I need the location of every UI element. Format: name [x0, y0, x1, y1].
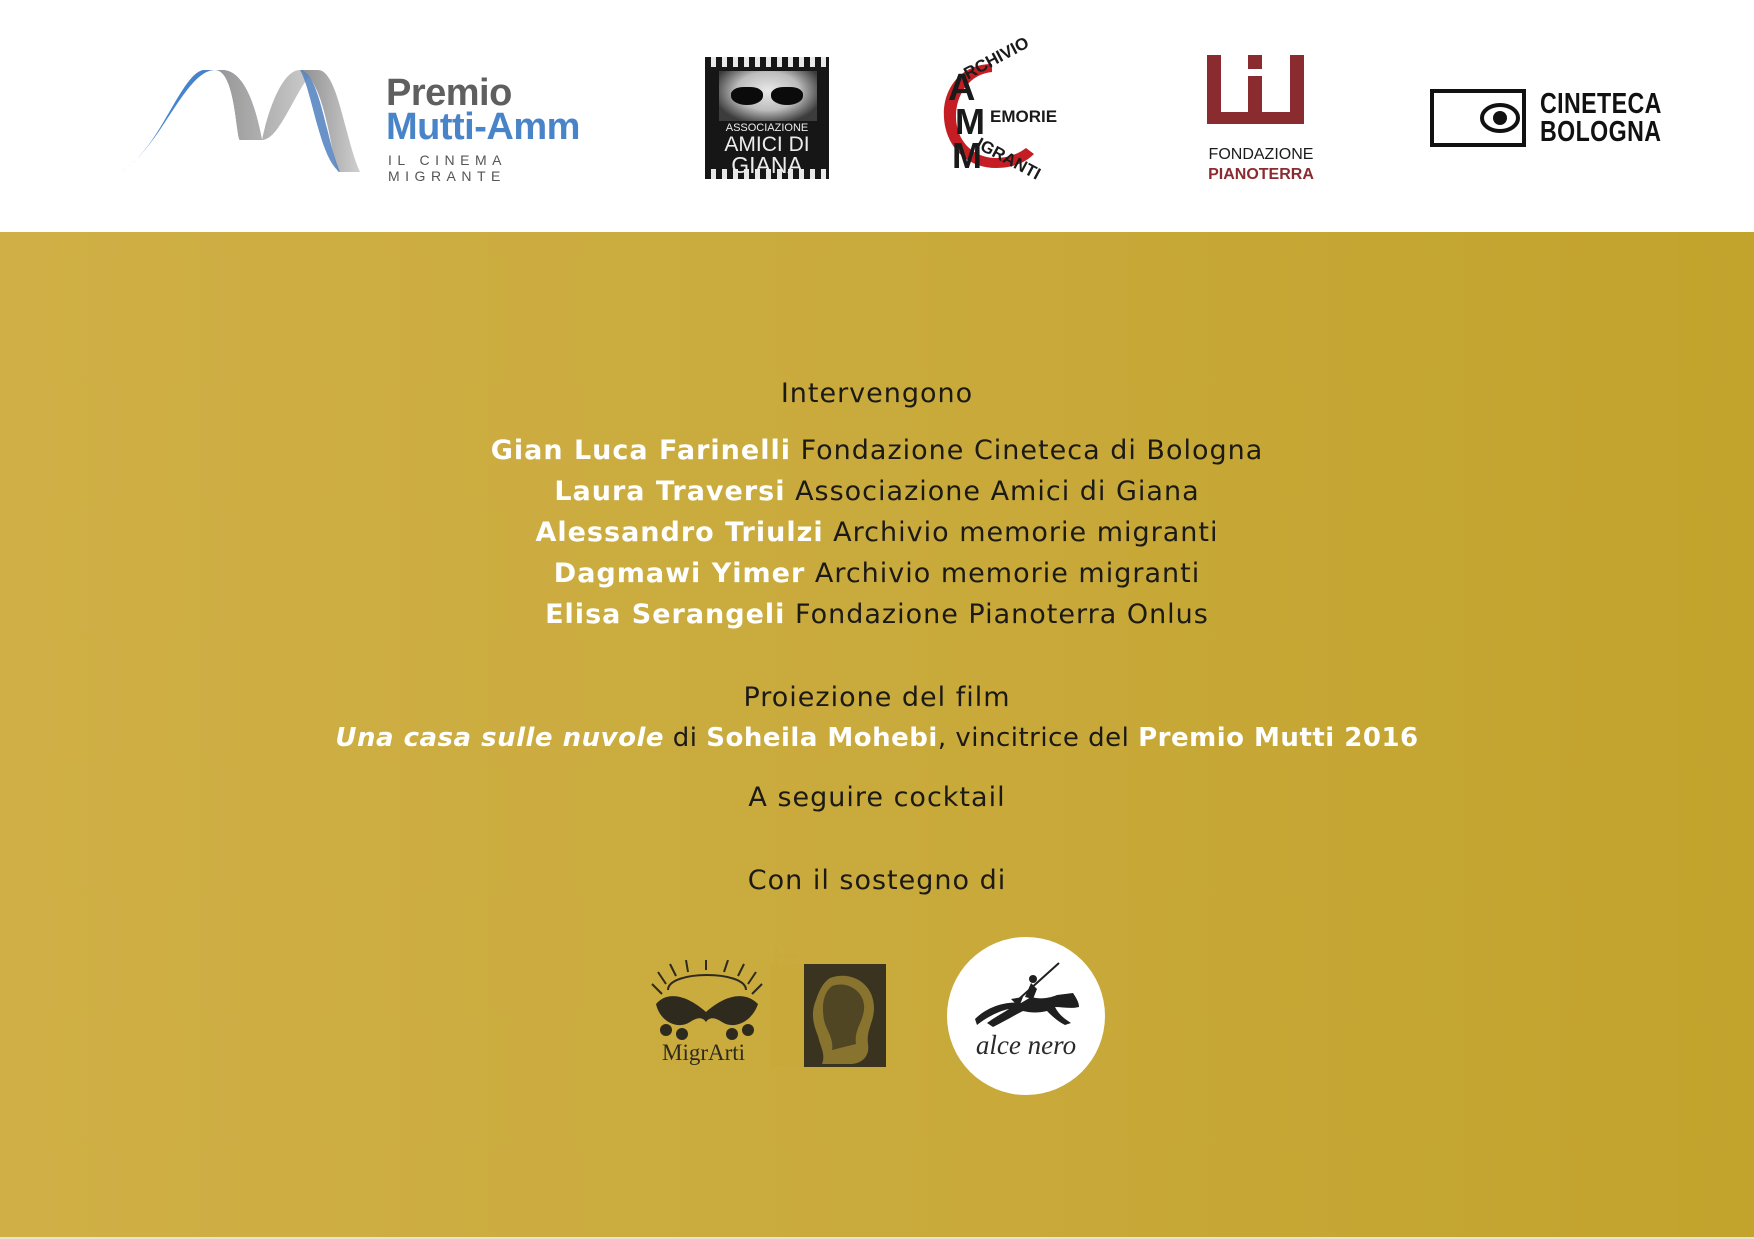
proiezione-heading: Proiezione del film — [743, 682, 1011, 713]
archivio-memorie-migranti-logo — [930, 33, 1080, 184]
cineteca-bologna-logo-icon — [1430, 89, 1526, 147]
speaker-row — [0, 512, 1754, 553]
archivio-logo-line2: EMORIE — [990, 107, 1058, 126]
glasses-right — [771, 87, 803, 105]
premio-logo-line1: Premio — [386, 72, 512, 114]
speaker-name: Alessandro Triulzi — [535, 517, 824, 548]
film-di: di — [672, 723, 698, 753]
film-strip-top — [705, 57, 829, 67]
fondazione-logo-line2: PIANOTERRA — [1208, 166, 1314, 183]
amici-logo-line1: ASSOCIAZIONE — [725, 122, 809, 134]
intervengono-heading: Intervengono — [780, 378, 974, 409]
speaker-org: Archivio memorie migranti — [814, 558, 1201, 589]
svg-text:A: A — [948, 67, 976, 109]
amici-di-giana-logo-icon — [705, 57, 829, 179]
speaker-name: Elisa Serangeli — [545, 599, 786, 630]
amici-logo-line2: AMICI DI — [724, 133, 810, 156]
speaker-row — [0, 471, 1754, 512]
film-vincitrice: , vincitrice del — [937, 723, 1130, 753]
speaker-name: Dagmawi Yimer — [553, 558, 806, 589]
amici-logo-line3: GIANA — [731, 152, 803, 178]
alce-nero-logo-icon — [947, 937, 1105, 1095]
archivio-logo-line3: IGRANTI — [973, 134, 1044, 184]
migrarti-label: MigrArti — [662, 1040, 746, 1065]
premio-logo-line3: IL CINEMA MIGRANTE — [388, 152, 507, 184]
fondazione-logo-line1: FONDAZIONE — [1208, 146, 1314, 163]
speaker-row — [0, 553, 1754, 594]
premio-mutti-m-logo-icon — [0, 0, 380, 232]
fondazione-pianoterra-logo-icon — [1204, 52, 1324, 142]
cineteca-logo-line2: BOLOGNA — [1540, 116, 1662, 148]
premio-logo-line2: Mutti-Amm — [386, 106, 580, 148]
cineteca-logo-line1: CINETECA — [1540, 88, 1662, 120]
speaker-row — [0, 594, 1754, 635]
glasses-left — [731, 87, 763, 105]
speaker-name: Laura Traversi — [554, 476, 786, 507]
film-director: Soheila Mohebi — [706, 723, 938, 753]
film-title: Una casa sulle nuvole — [335, 723, 664, 753]
alce-nero-label: alce nero — [975, 1030, 1077, 1060]
logo-strip — [0, 0, 1754, 232]
film-award: Premio Mutti 2016 — [1138, 723, 1419, 753]
sostegno-heading: Con il sostegno di — [747, 865, 1007, 896]
speaker-org: Associazione Amici di Giana — [795, 476, 1200, 507]
migrarti-logo-icon — [648, 960, 766, 1040]
speaker-org: Archivio memorie migranti — [833, 517, 1219, 548]
mibact-label: MiBACT — [768, 947, 803, 1062]
speaker-org: Fondazione Pianoterra Onlus — [795, 599, 1209, 630]
speaker-name: Gian Luca Farinelli — [490, 435, 791, 466]
premio-mutti-logo — [0, 0, 600, 232]
speaker-org: Fondazione Cineteca di Bologna — [800, 435, 1264, 466]
film-line — [0, 718, 1754, 759]
svg-text:M: M — [955, 101, 985, 142]
svg-text:M: M — [952, 135, 982, 176]
speaker-row — [0, 430, 1754, 471]
archivio-logo-line1: RCHIVIO — [960, 33, 1033, 84]
cocktail-text: A seguire cocktail — [748, 782, 1006, 813]
